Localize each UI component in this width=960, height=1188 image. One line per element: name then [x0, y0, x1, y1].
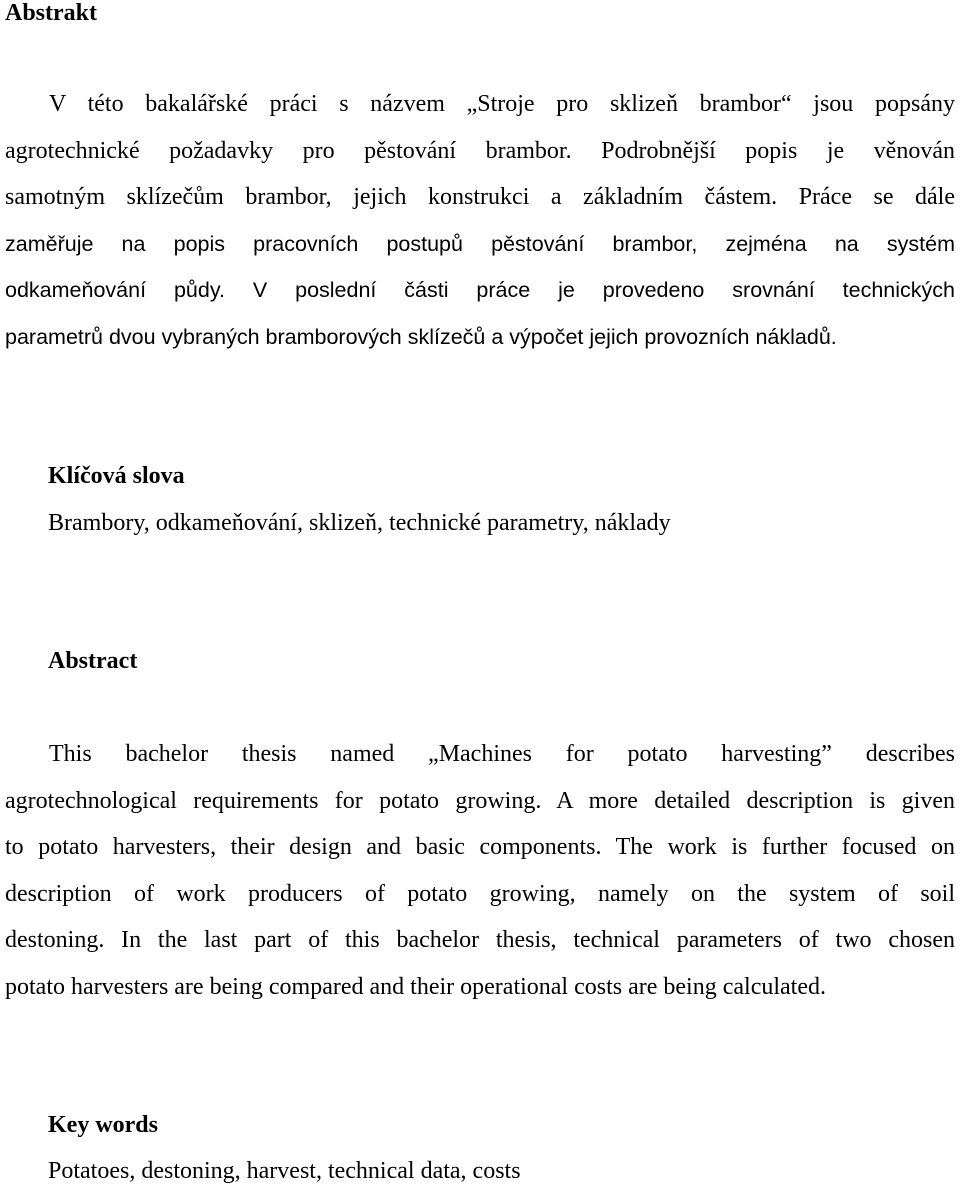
abstrakt-line: parametrů dvou vybraných bramborových sklízečů a výpočet jejich provozních nákladů. [5, 324, 837, 349]
abstrakt-heading: Abstrakt [5, 0, 98, 26]
abstrakt-line: odkameňování půdy. V poslední části práce je provedeno srovnání technických [5, 278, 955, 302]
key-words-text: Potatoes, destoning, harvest, technical data, costs [48, 1158, 521, 1184]
klicova-slova-text: Brambory, odkameňování, sklizeň, technické parametry, náklady [48, 510, 671, 536]
abstract-line: description of work producers of potato growing, namely on the system of soil [5, 880, 955, 907]
abstract-paragraph [5, 731, 955, 1010]
abstract-line: agrotechnological requirements for potato growing. A more detailed description is given [5, 787, 955, 814]
abstract-line: to potato harvesters, their design and basic components. The work is further focused on [5, 834, 955, 860]
klicova-slova-heading: Klíčová slova [48, 463, 185, 489]
abstrakt-paragraph [5, 81, 955, 360]
abstrakt-line: V této bakalářské práci s názvem „Stroje pro sklizeň brambor“ jsou popsány [49, 91, 955, 117]
abstrakt-line: samotným sklízečům brambor, jejich konstrukci a základním částem. Práce se dále [5, 184, 955, 210]
key-words-heading: Key words [48, 1112, 158, 1138]
abstract-line: This bachelor thesis named „Machines for potato harvesting” describes [49, 741, 955, 767]
abstract-line: potato harvesters are being compared and their operational costs are being calculated. [5, 973, 826, 1000]
abstract-heading: Abstract [48, 648, 138, 674]
abstrakt-line: zaměřuje na popis pracovních postupů pěstování brambor, zejména na systém [5, 231, 955, 256]
abstract-line: destoning. In the last part of this bachelor thesis, technical parameters of two chosen [5, 927, 955, 953]
abstrakt-line: agrotechnické požadavky pro pěstování brambor. Podrobnější popis je věnován [5, 137, 955, 164]
